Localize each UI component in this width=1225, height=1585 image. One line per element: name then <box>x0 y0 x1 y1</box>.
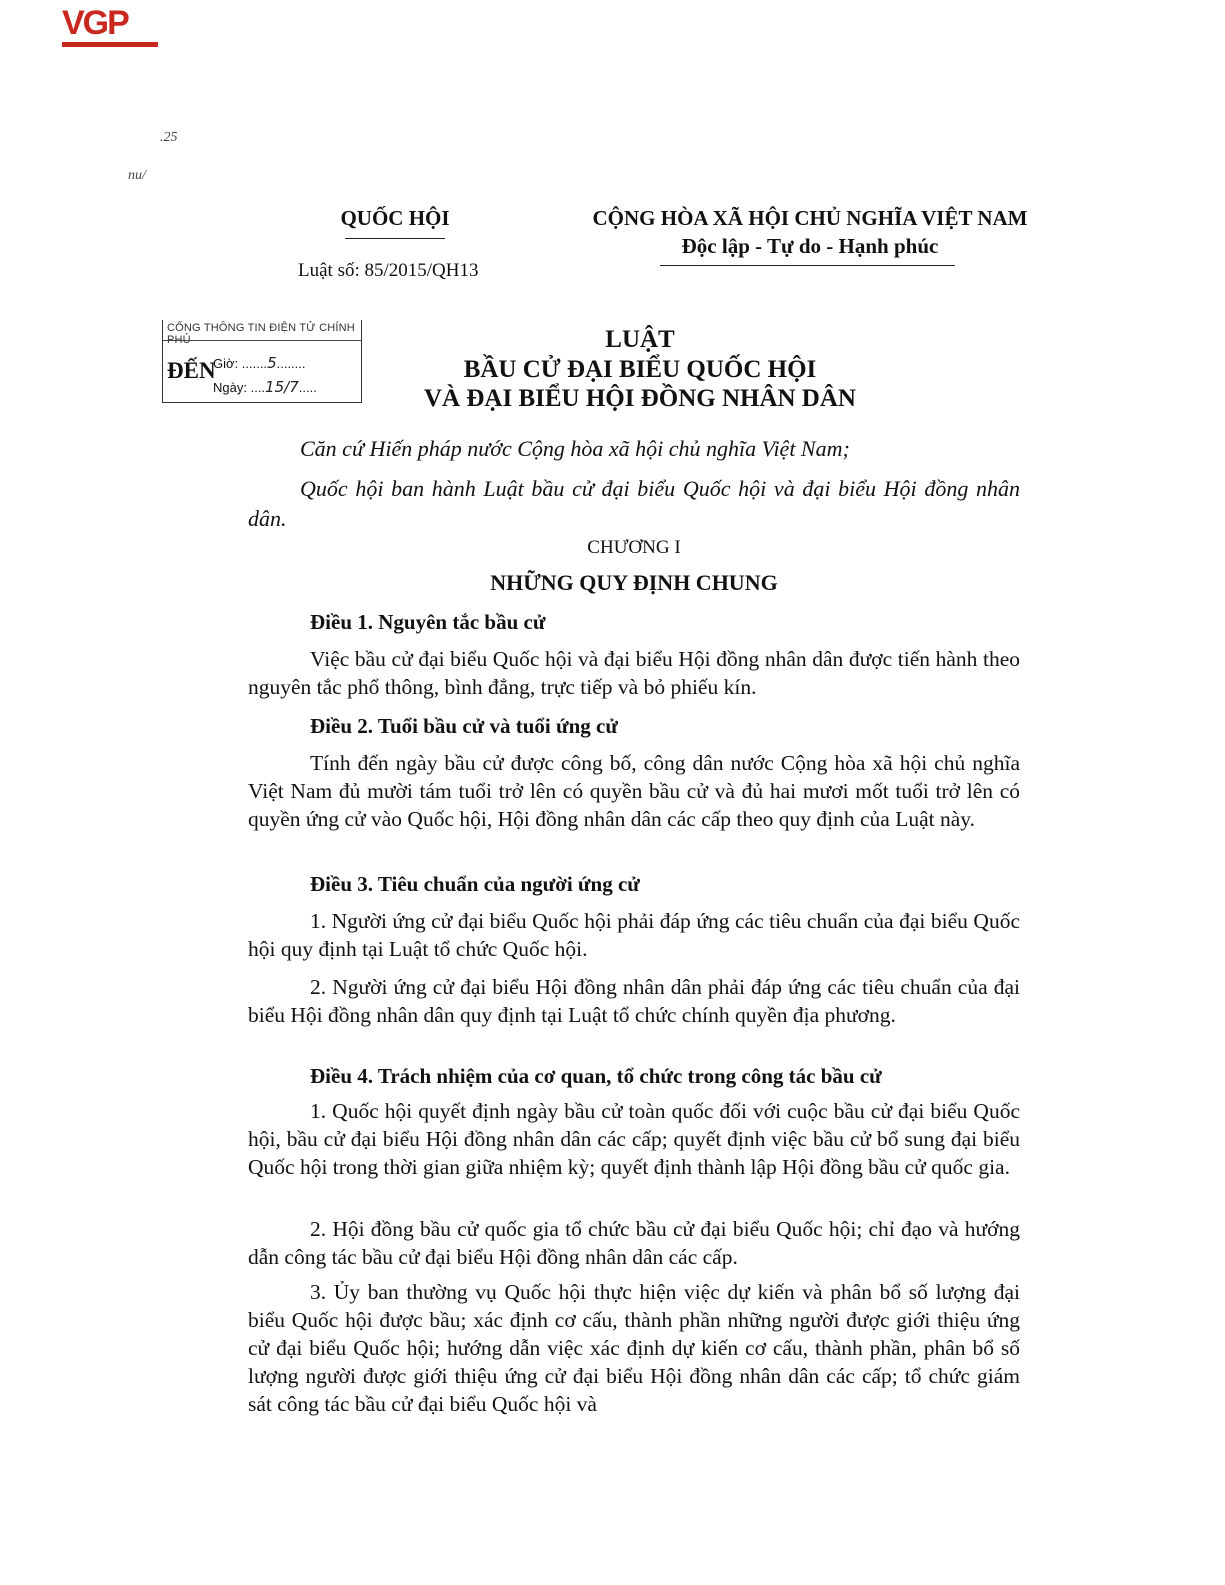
article-4-clause-3: 3. Ủy ban thường vụ Quốc hội thực hiện việc dự kiến và phân bổ số lượng đại biểu Quốc hội được bầu; xác định cơ cấu, thành phần những người được giới thiệu ứng cử đại biểu Quốc hội; hướng dẫn việc xác định dự kiến cơ cấu, thành phần, phân bổ số lượng người được giới thiệu ứng cử đại biểu Hội đồng nhân dân các cấp; tổ chức giám sát công tác bầu cử đại biểu Quốc hội và <box>248 1280 1020 1416</box>
issuer-underline <box>345 238 445 239</box>
article-3-clause-1: 1. Người ứng cử đại biểu Quốc hội phải đáp ứng các tiêu chuẩn của đại biểu Quốc hội quy định tại Luật tổ chức Quốc hội. <box>248 909 1020 961</box>
article-3-clause-2: 2. Người ứng cử đại biểu Hội đồng nhân dân phải đáp ứng các tiêu chuẩn của đại biểu Hội đồng nhân dân quy định tại Luật tổ chức chính quyền địa phương. <box>248 975 1020 1027</box>
logo-bar <box>62 42 158 47</box>
preamble-enactment: Quốc hội ban hành Luật bầu cử đại biểu Quốc hội và đại biểu Hội đồng nhân dân. <box>248 476 1020 531</box>
issuer-name: QUỐC HỘI <box>340 206 450 230</box>
stamp-gio-dots-right: ........ <box>276 356 306 371</box>
margin-mark-2: nu/ <box>128 168 146 183</box>
stamp-ngay-value: 15/7 <box>265 378 299 396</box>
article-2-paragraph: Tính đến ngày bầu cử được công bố, công dân nước Cộng hòa xã hội chủ nghĩa Việt Nam đủ mười tám tuổi trở lên có quyền bầu cử và đủ hai mươi mốt tuổi trở lên có quyền ứng cử vào Quốc hội, Hội đồng nhân dân các cấp theo quy định của Luật này. <box>248 751 1020 831</box>
document-title-line2: VÀ ĐẠI BIỂU HỘI ĐỒNG NHÂN DÂN <box>424 385 856 412</box>
motto-underline <box>660 265 955 266</box>
stamp-gio-value: 5 <box>267 354 277 372</box>
stamp-gio <box>213 354 306 372</box>
nation-name: CỘNG HÒA XÃ HỘI CHỦ NGHĨA VIỆT NAM <box>592 206 1028 230</box>
stamp-ngay-label: Ngày: <box>213 380 247 395</box>
article-4-clause-1: 1. Quốc hội quyết định ngày bầu cử toàn quốc đối với cuộc bầu cử đại biểu Quốc hội, bầu cử đại biểu Hội đồng nhân dân các cấp; quyết định việc bầu cử bổ sung đại biểu Quốc hội trong thời gian giữa nhiệm kỳ; quyết định thành lập Hội đồng bầu cử quốc gia. <box>248 1099 1020 1179</box>
document-title-line1: BẦU CỬ ĐẠI BIỂU QUỐC HỘI <box>463 356 817 383</box>
article-4-heading: Điều 4. Trách nhiệm của cơ quan, tổ chức trong công tác bầu cử <box>310 1064 882 1088</box>
stamp-gio-dots-left: ....... <box>241 356 268 371</box>
vgp-logo <box>62 6 162 50</box>
stamp-ngay-dots-left: .... <box>250 380 266 395</box>
logo-text: VGP <box>62 4 128 42</box>
law-number: Luật số: 85/2015/QH13 <box>298 260 479 281</box>
stamp-gio-label: Giờ: <box>213 356 239 371</box>
article-2-heading: Điều 2. Tuổi bầu cử và tuổi ứng cử <box>310 714 618 738</box>
national-motto: Độc lập - Tự do - Hạnh phúc <box>681 234 939 258</box>
preamble-basis: Căn cứ Hiến pháp nước Cộng hòa xã hội chủ nghĩa Việt Nam; <box>300 436 850 461</box>
article-1-heading: Điều 1. Nguyên tắc bầu cử <box>310 610 546 634</box>
stamp-heading: CỔNG THÔNG TIN ĐIỆN TỬ CHÍNH PHỦ <box>167 322 355 346</box>
stamp-den: ĐẾN <box>167 358 216 383</box>
chapter-name: NHỮNG QUY ĐỊNH CHUNG <box>490 570 778 595</box>
article-1-paragraph: Việc bầu cử đại biểu Quốc hội và đại biểu Hội đồng nhân dân được tiến hành theo nguyên tắc phổ thông, bình đẳng, trực tiếp và bỏ phiếu kín. <box>248 647 1020 699</box>
margin-mark-1: .25 <box>160 130 178 145</box>
document-type: LUẬT <box>605 326 675 353</box>
chapter-number: CHƯƠNG I <box>587 537 681 558</box>
article-3-heading: Điều 3. Tiêu chuẩn của người ứng cử <box>310 872 640 896</box>
article-4-clause-2: 2. Hội đồng bầu cử quốc gia tổ chức bầu cử đại biểu Quốc hội; chỉ đạo và hướng dẫn công tác bầu cử đại biểu Hội đồng nhân dân các cấp. <box>248 1217 1020 1269</box>
stamp-ngay-dots-right: ..... <box>298 380 317 395</box>
